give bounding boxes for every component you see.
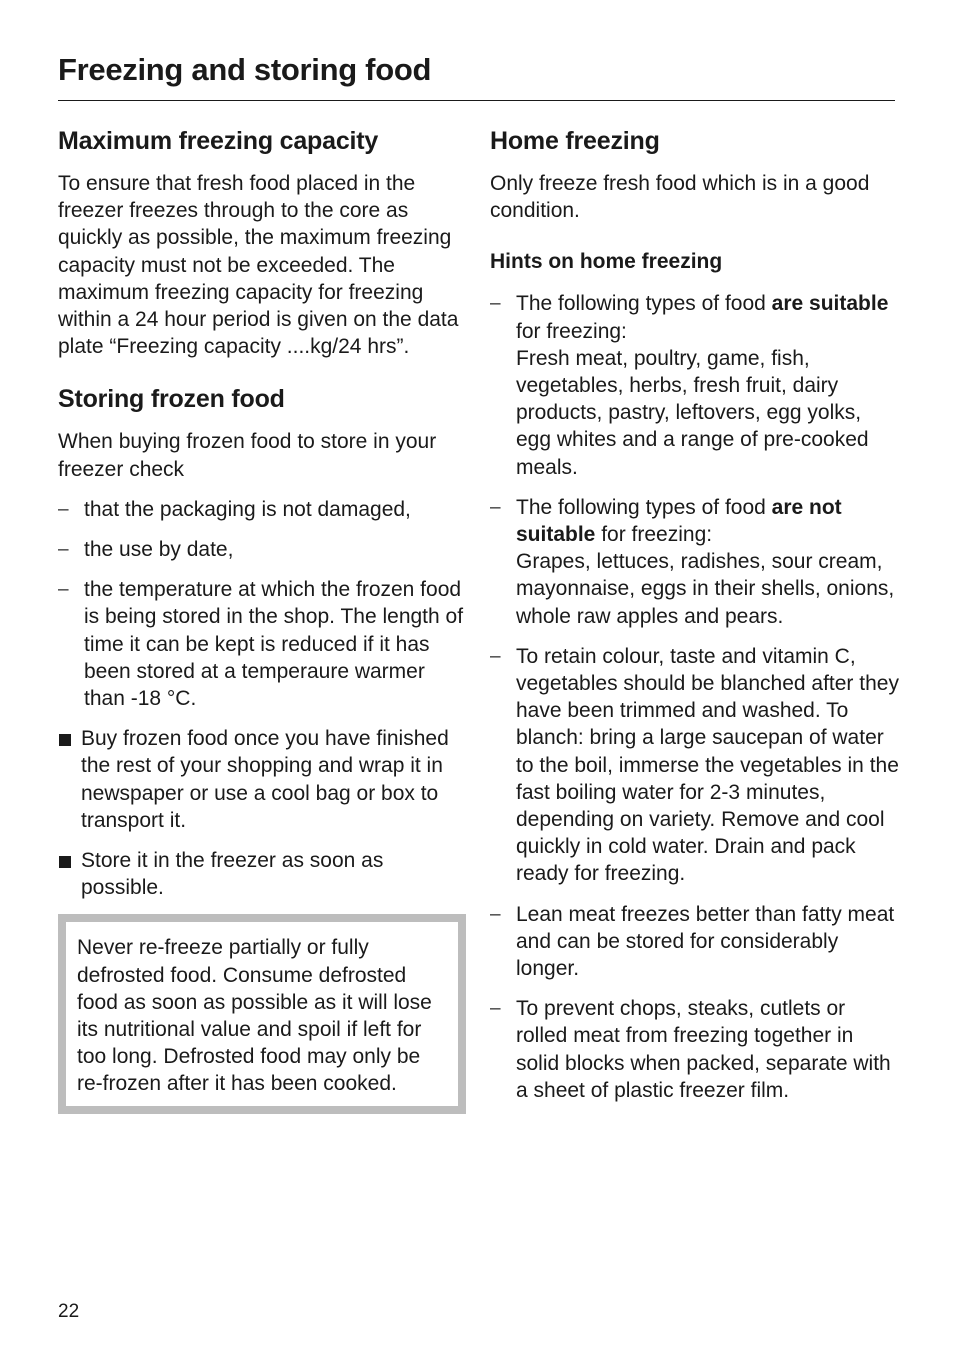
storing-heading: Storing frozen food [58,385,285,414]
list-item [58,847,466,901]
unsuitable-emphasis: are not suitable [516,495,842,547]
max-capacity-heading: Maximum freezing capacity [58,127,379,155]
chops-hint: To prevent chops, steaks, cutlets or rolled meat from freezing together in solid blocks when packed, separate with a sheet of plastic freezer film. [516,997,891,1102]
lean-meat-hint: Lean meat freezes better than fatty meat and can be stored for considerably longer. [516,902,895,981]
dash-marker: – [490,998,501,1020]
unsuitable-lead-text: The following types of food [516,495,772,519]
left-column [58,124,466,1114]
dash-marker: – [490,293,501,315]
refreeze-warning-text: Never re-freeze partially or fully defrosted food. Consume defrosted food as soon as possible as it will lose its nutritional value and spoil if left for too long. Defrosted food may only be re-frozen after it has been cooked. [77,936,432,1096]
hints-list [490,290,900,1104]
storing-tips-list [58,725,466,901]
list-item [58,725,466,834]
storing-section [58,382,466,1113]
max-capacity-section [58,124,466,360]
list-item [490,643,900,888]
right-column [490,124,900,1117]
storing-check-list [58,496,466,712]
title-divider [58,100,895,101]
dash-marker: – [490,645,501,667]
list-item [58,496,466,523]
list-item-text: Buy frozen food once you have finished the rest of your shopping and wrap it in newspaper or use a cool bag or box to transport it. [81,727,449,832]
page-title: Freezing and storing food [58,52,432,87]
list-item [490,995,900,1104]
suitable-food-list: Fresh meat, poultry, game, fish, vegetables, herbs, fresh fruit, dairy products, pastry, leftovers, egg yolks, egg whites and a range of pre-cooked meals. [516,346,869,479]
list-item [490,901,900,983]
list-item [58,576,466,712]
unsuitable-food-list: Grapes, lettuces, radishes, sour cream, mayonnaise, eggs in their shells, onions, whole raw apples and pears. [516,550,895,628]
suitable-lead-text: The following types of food [516,292,772,316]
dash-marker: – [58,539,69,561]
list-item-text: the temperature at which the frozen food is being stored in the shop. The length of time it can be kept is reduced if it has been stored at a temperaure warmer than -18 °C. [84,578,464,711]
suitable-tail-text: for freezing: [516,319,627,343]
dash-marker: – [490,496,501,518]
home-freezing-heading: Home freezing [490,127,660,155]
max-capacity-body: To ensure that fresh food placed in the freezer freezes through to the core as quickly as possible, the maximum freezing capacity must not be exceeded. The maximum freezing capacity for freezing within a 24 hour period is given on the data plate “Freezing capacity ....kg/24 hrs”. [58,172,459,359]
list-item-text: the use by date, [84,538,234,562]
list-item-text: Store it in the freezer as soon as possible. [81,849,384,900]
list-item [58,536,466,563]
blanching-hint: To retain colour, taste and vitamin C, vegetables should be blanched after they have been trimmed and washed. To blanch: bring a large saucepan of water to the boil, immerse the vegetables in the fast boiling water for 2-3 minutes, depending on variety. Remove and cool quickly in cold water. Drain and pack ready for freezing. [516,644,899,886]
hints-heading: Hints on home freezing [490,250,723,274]
square-bullet-icon [59,856,71,868]
list-item [490,290,900,480]
suitable-emphasis: are suitable [771,292,889,316]
refreeze-warning-box [58,914,466,1113]
dash-marker: – [490,903,501,925]
list-item-text: that the packaging is not damaged, [84,497,411,521]
page-number: 22 [58,1301,80,1322]
home-freezing-intro: Only freeze fresh food which is in a good condition. [490,172,870,223]
unsuitable-tail-text: for freezing: [595,523,713,547]
home-freezing-section [490,124,900,1104]
dash-marker: – [58,579,69,601]
square-bullet-icon [59,734,71,746]
dash-marker: – [58,498,69,520]
list-item [490,494,900,630]
storing-intro: When buying frozen food to store in your freezer check [58,430,437,481]
